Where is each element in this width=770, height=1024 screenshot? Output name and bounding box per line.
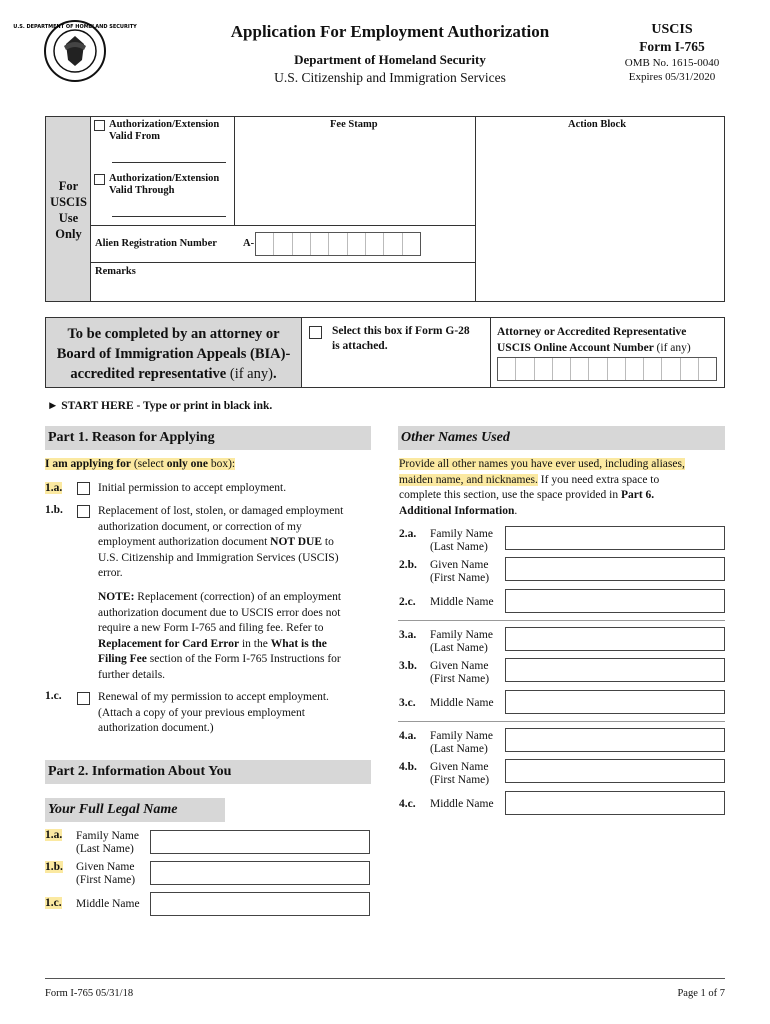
expiration-date: Expires 05/31/2020 — [628, 71, 716, 83]
other-family-input[interactable] — [505, 526, 725, 550]
g28-label: Select this box if Form G-28 is attached. — [332, 325, 470, 352]
divider — [301, 318, 302, 387]
other-family-input[interactable] — [505, 627, 725, 651]
renewal-checkbox[interactable] — [77, 692, 90, 705]
middle-name-input[interactable] — [150, 892, 370, 916]
footer-rule — [45, 978, 725, 979]
replacement-checkbox[interactable] — [77, 505, 90, 518]
attorney-instruction: To be completed by an attorney or Board of Immigration Appeals (BIA)- accredited representative (if any). — [56, 326, 291, 382]
divider — [490, 318, 491, 387]
other-given-label: Given Name (First Name) — [430, 761, 490, 786]
form-number: Form I-765 — [639, 39, 705, 54]
group-divider — [398, 620, 725, 621]
uscis-use-box — [45, 116, 725, 302]
omb-number: OMB No. 1615-0040 — [624, 57, 720, 69]
footer-page-number: Page 1 of 7 — [677, 988, 725, 999]
other-middle-input[interactable] — [505, 791, 725, 815]
other-family-number: 3.a. — [399, 629, 417, 641]
replacement-note: NOTE: Replacement (correction) of an employment authorization document due to USCIS error does not require a new Form I-765 and filing fee. Refer to Replacement for Card Error in the What is the Filing Fee section of the Form I-765 Instructions for further details. — [98, 591, 342, 681]
item-1b-label: Replacement of lost, stolen, or damaged employment authorization document, or correction of my employment authorization document NOT DUE to U.S. Citizenship and Immigration Services (USCIS) error. — [98, 505, 344, 579]
item-1c-number: 1.c. — [45, 690, 62, 702]
dhs-seal-icon — [13, 20, 137, 82]
start-here-instruction: ► START HERE - Type or print in black ink. — [47, 400, 273, 412]
other-middle-number: 3.c. — [399, 697, 416, 709]
valid-through-checkbox[interactable] — [94, 174, 105, 185]
other-family-label: Family Name (Last Name) — [430, 730, 493, 755]
part2-heading: Part 2. Information About You — [45, 760, 371, 784]
other-middle-input[interactable] — [505, 690, 725, 714]
initial-permission-checkbox[interactable] — [77, 482, 90, 495]
valid-from-line[interactable] — [112, 162, 226, 163]
other-given-number: 2.b. — [399, 559, 417, 571]
group-divider — [398, 721, 725, 722]
footer-form-id: Form I-765 05/31/18 — [45, 988, 134, 999]
other-family-label: Family Name (Last Name) — [430, 528, 493, 553]
alien-prefix: A- — [243, 238, 255, 249]
item-1c-label: Renewal of my permission to accept employment. (Attach a copy of your previous employment authorization document.) — [98, 691, 329, 734]
other-family-input[interactable] — [505, 728, 725, 752]
item-1a-number: 1.a. — [45, 482, 63, 494]
item-1b-number: 1.b. — [45, 504, 63, 516]
other-family-number: 4.a. — [399, 730, 417, 742]
other-names-heading: Other Names Used — [398, 426, 725, 450]
other-given-input[interactable] — [505, 557, 725, 581]
g28-checkbox[interactable] — [309, 326, 322, 339]
other-middle-input[interactable] — [505, 589, 725, 613]
valid-from-label: Authorization/Extension Valid From — [109, 119, 220, 142]
field-1a-number: 1.a. — [45, 829, 63, 841]
other-given-label: Given Name (First Name) — [430, 660, 490, 685]
item-1a-label: Initial permission to accept employment. — [98, 482, 287, 494]
divider — [234, 117, 235, 225]
department-name: Department of Homeland Security — [294, 52, 486, 67]
uscis-use-label: For USCIS Use Only — [50, 179, 87, 241]
other-given-input[interactable] — [505, 658, 725, 682]
other-given-number: 4.b. — [399, 761, 417, 773]
account-number-input[interactable] — [497, 357, 717, 381]
form-title: Application For Employment Authorization — [230, 22, 550, 41]
divider — [475, 117, 476, 301]
given-name-label: Given Name (First Name) — [76, 861, 136, 886]
full-legal-name-heading: Your Full Legal Name — [45, 798, 225, 822]
other-family-label: Family Name (Last Name) — [430, 629, 493, 654]
other-middle-label: Middle Name — [430, 798, 494, 810]
part1-intro: I am applying for (select only one box): — [45, 458, 236, 470]
valid-through-label: Authorization/Extension Valid Through — [109, 173, 220, 196]
other-family-number: 2.a. — [399, 528, 417, 540]
alien-registration-label: Alien Registration Number — [95, 238, 217, 249]
other-middle-label: Middle Name — [430, 697, 494, 709]
other-names-intro: Provide all other names you have ever used, including aliases, maiden name, and nicknames. If you need extra space to complete this section, use the space provided in Part 6. Additional Information. — [399, 458, 685, 517]
valid-from-checkbox[interactable] — [94, 120, 105, 131]
other-given-number: 3.b. — [399, 660, 417, 672]
fee-stamp-label: Fee Stamp — [330, 119, 378, 130]
agency-name: U.S. Citizenship and Immigration Services — [274, 70, 506, 85]
field-1b-number: 1.b. — [45, 861, 63, 873]
valid-through-line[interactable] — [112, 216, 226, 217]
divider — [91, 262, 475, 263]
part1-heading: Part 1. Reason for Applying — [45, 426, 371, 450]
family-name-label: Family Name (Last Name) — [76, 830, 139, 855]
divider — [91, 225, 475, 226]
given-name-input[interactable] — [150, 861, 370, 885]
alien-registration-input[interactable] — [255, 232, 421, 256]
seal-text: U.S. DEPARTMENT OF HOMELAND SECURITY — [13, 24, 137, 30]
divider — [90, 117, 91, 301]
other-middle-number: 4.c. — [399, 798, 416, 810]
middle-name-label: Middle Name — [76, 898, 140, 910]
other-given-input[interactable] — [505, 759, 725, 783]
other-middle-label: Middle Name — [430, 596, 494, 608]
family-name-input[interactable] — [150, 830, 370, 854]
action-block-label: Action Block — [568, 119, 627, 130]
other-given-label: Given Name (First Name) — [430, 559, 490, 584]
account-number-label: Attorney or Accredited Representative USCIS Online Account Number (if any) — [497, 326, 691, 354]
field-1c-number: 1.c. — [45, 897, 62, 909]
uscis-label: USCIS — [651, 22, 693, 37]
other-middle-number: 2.c. — [399, 596, 416, 608]
remarks-label: Remarks — [95, 266, 136, 277]
